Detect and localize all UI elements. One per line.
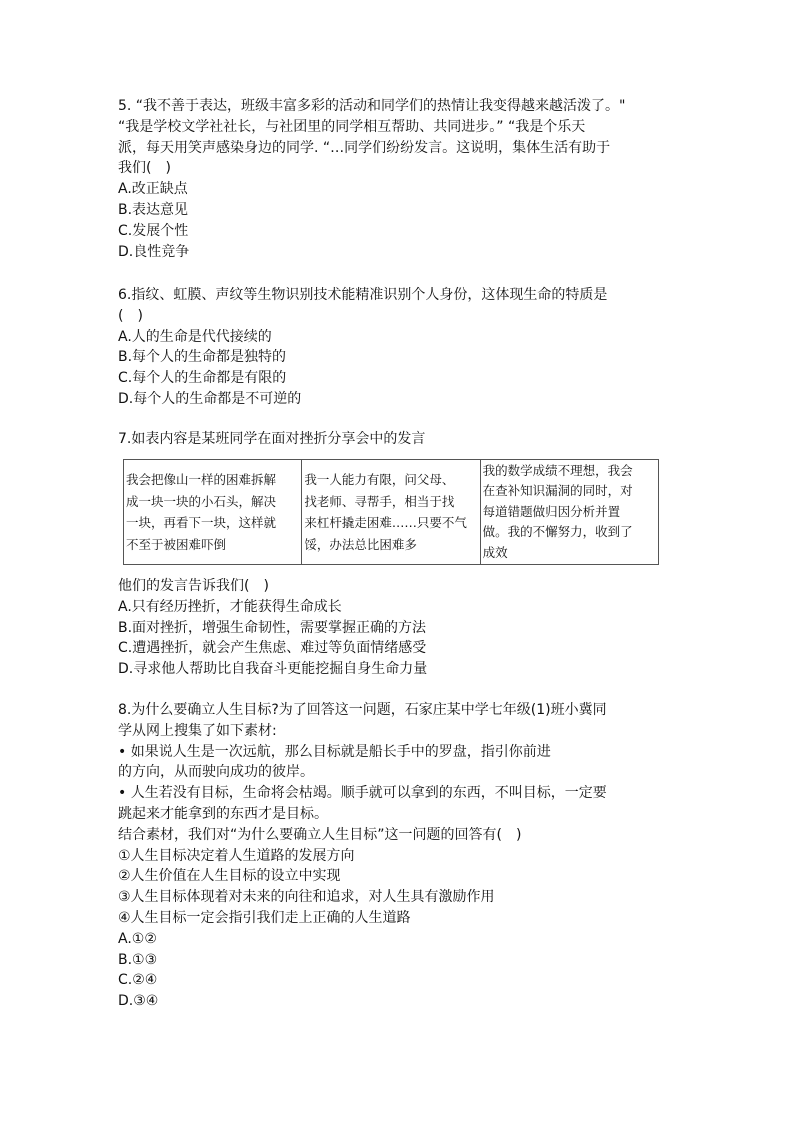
option-d: D.③④: [118, 993, 159, 1010]
option-c: C.每个人的生命都是有限的: [118, 370, 287, 387]
cell-line: 馁，办法总比困难多: [304, 536, 417, 552]
option-a: A.①②: [118, 930, 157, 947]
option-d: D.寻求他人帮助比自我奋斗更能挖掘自身生命力量: [118, 661, 428, 678]
option-c: C.发展个性: [118, 222, 189, 239]
cell-line: 每道错题做归因分析并置: [482, 503, 621, 519]
table-cell: [480, 460, 658, 565]
option-b: B.表达意见: [118, 201, 189, 218]
table-cell: [302, 460, 480, 565]
question-7-title: 7.如表内容是某班同学在面对挫折分享会中的发言: [118, 431, 426, 447]
option-c: C.②④: [118, 972, 158, 989]
option-b: B.每个人的生命都是独特的: [118, 349, 287, 366]
option-d: D.每个人的生命都是不可逆的: [118, 390, 302, 407]
speech-table: [123, 459, 659, 565]
cell-line: 在查补知识漏洞的同时，对: [482, 483, 633, 499]
cell-line: 我的数学成绩不理想，我会: [482, 462, 633, 478]
question-8-line: 学从网上搜集了如下素材:: [118, 722, 277, 739]
material-bullet: • 人生若没有目标，生命将会枯竭。顺手就可以拿到的东西，不叫目标，一定要: [118, 785, 607, 802]
statement-4: ④人生目标一定会指引我们走上正确的人生道路: [118, 909, 411, 926]
table-cell: [124, 460, 302, 565]
question-5-line: 我们( ): [118, 160, 171, 177]
material-bullet: • 如果说人生是一次远航，那么目标就是船长手中的罗盘，指引你前进: [118, 743, 551, 760]
question-6: [118, 285, 688, 410]
cell-line: 来杠杆撬走困难……只要不气: [304, 515, 467, 530]
question-5-line: 派，每天用笑声感染身边的同学. “…同学们纷纷发言。这说明，集体生活有助于: [118, 139, 611, 156]
question-6-line: ( ): [118, 307, 143, 324]
statement-1: ①人生目标决定着人生道路的发展方向: [118, 847, 355, 864]
question-7-line: 他们的发言告诉我们( ): [118, 578, 269, 594]
option-a: A.人的生命是代代接续的: [118, 328, 272, 345]
cell-line: 我会把像山一样的困难拆解: [126, 472, 277, 487]
question-8-line: 结合素材，我们对“为什么要确立人生目标”这一问题的回答有( ): [118, 826, 522, 843]
table-row: [124, 460, 659, 565]
question-8-line: 跳起来才能拿到的东西才是目标。: [118, 805, 328, 822]
cell-line: 成一块一块的小石头，解决: [126, 493, 277, 509]
option-a: A.只有经历挫折，才能获得生命成长: [118, 598, 342, 615]
question-7-stem: [118, 576, 688, 680]
question-5-line: 5. “我不善于表达，班级丰富多彩的活动和同学们的热情让我变得越来越活泼了。": [118, 98, 626, 114]
cell-line: 做。我的不懈努力，收到了: [482, 524, 633, 540]
cell-line: 不至于被困难吓倒: [126, 536, 227, 552]
statement-2: ②人生价值在人生目标的设立中实现: [118, 868, 341, 885]
cell-line: 一块，再看下一块，这样就: [126, 515, 277, 530]
statement-3: ③人生目标体现着对未来的向往和追求，对人生具有激励作用: [118, 889, 495, 906]
question-8: [118, 700, 688, 1012]
cell-line: 成效: [482, 544, 508, 560]
option-c: C.遭遇挫折，就会产生焦虑、难过等负面情绪感受: [118, 640, 427, 657]
question-5-line: “我是学校文学社社长，与社团里的同学相互帮助、共同进步。” “我是个乐天: [118, 118, 586, 135]
cell-line: 找老师、寻帮手，相当于找: [304, 493, 455, 509]
question-8-line: 的方向，从而驶向成功的彼岸。: [118, 764, 314, 781]
option-b: B.①③: [118, 951, 158, 968]
question-8-line: 8.为什么要确立人生目标?为了回答这一问题，石家庄某中学七年级(1)班小冀同: [118, 702, 607, 718]
option-a: A.改正缺点: [118, 181, 188, 198]
question-7: [118, 429, 688, 450]
option-b: B.面对挫折，增强生命韧性，需要掌握正确的方法: [118, 619, 427, 636]
cell-line: 我一人能力有限，问父母、: [304, 472, 455, 487]
option-d: D.良性竞争: [118, 243, 190, 260]
question-5: [118, 96, 688, 262]
question-6-line: 6.指纹、虹膜、声纹等生物识别技术能精准识别个人身份，这体现生命的特质是: [118, 287, 608, 303]
